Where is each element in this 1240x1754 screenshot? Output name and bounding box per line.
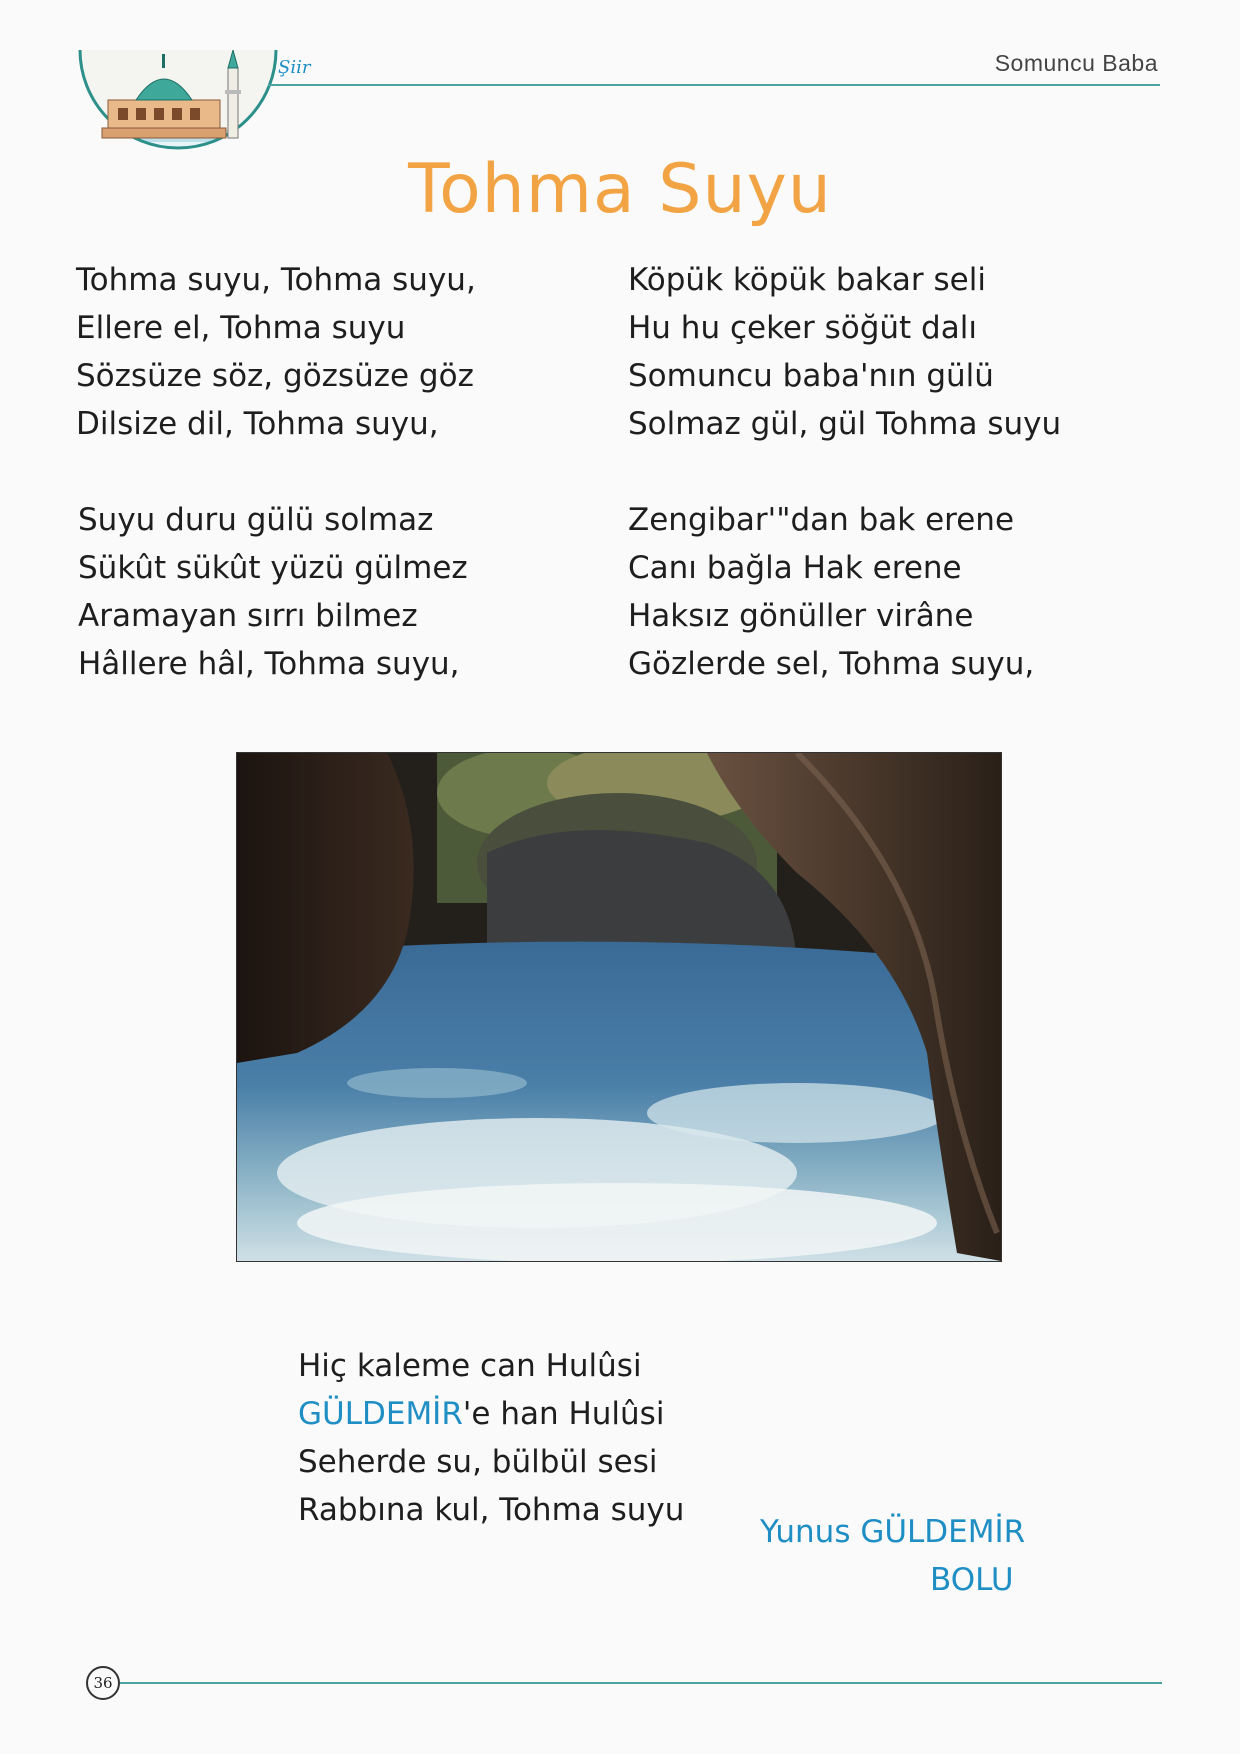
- author-name: Yunus GÜLDEMİR: [760, 1514, 1026, 1550]
- poem-line: Köpük köpük bakar seli: [628, 262, 986, 298]
- stanza-2: [628, 256, 1061, 448]
- poem-line: Zengibar'"dan bak erene: [628, 502, 1015, 538]
- poem-line-rest: 'e han Hulûsi: [462, 1396, 665, 1432]
- poem-line: Hu hu çeker söğüt dalı: [628, 310, 977, 346]
- poem-line: Ellere el, Tohma suyu: [76, 310, 406, 346]
- poem-line: Solmaz gül, gül Tohma suyu: [628, 406, 1062, 442]
- poem-line: Dilsize dil, Tohma suyu,: [76, 406, 439, 442]
- stanza-4: [628, 496, 1034, 688]
- final-stanza: [298, 1342, 684, 1534]
- poem-line: Rabbına kul, Tohma suyu: [298, 1492, 685, 1528]
- poem-line: Suyu duru gülü solmaz: [78, 502, 434, 538]
- poem-line: Tohma suyu, Tohma suyu,: [76, 262, 476, 298]
- poem-line: Sükût sükût yüzü gülmez: [78, 550, 468, 586]
- highlighted-name: GÜLDEMİR: [298, 1396, 463, 1432]
- poem-line: Somuncu baba'nın gülü: [628, 358, 994, 394]
- page-number: 36: [86, 1666, 120, 1700]
- poem-line: Aramayan sırrı bilmez: [78, 598, 418, 634]
- poem-line: Hiç kaleme can Hulûsi: [298, 1348, 642, 1384]
- author-city: BOLU: [930, 1562, 1014, 1598]
- stanza-1: [76, 256, 476, 448]
- poem-line: Gözlerde sel, Tohma suyu,: [628, 646, 1035, 682]
- section-label: Şiir: [278, 57, 311, 78]
- magazine-name: Somuncu Baba: [994, 50, 1158, 76]
- poem-line: Seherde su, bülbül sesi: [298, 1444, 658, 1480]
- poem-line: Hâllere hâl, Tohma suyu,: [78, 646, 460, 682]
- poem-line: Sözsüze söz, gözsüze göz: [76, 358, 474, 394]
- river-photo: [236, 752, 1002, 1262]
- poem-line: Canı bağla Hak erene: [628, 550, 962, 586]
- stanza-3: [78, 496, 468, 688]
- footer-divider: [120, 1682, 1162, 1684]
- poem-line: [298, 1390, 684, 1438]
- header-divider: [268, 84, 1160, 86]
- poem-line: Haksız gönüller virâne: [628, 598, 974, 634]
- poem-title: Tohma Suyu: [408, 150, 832, 229]
